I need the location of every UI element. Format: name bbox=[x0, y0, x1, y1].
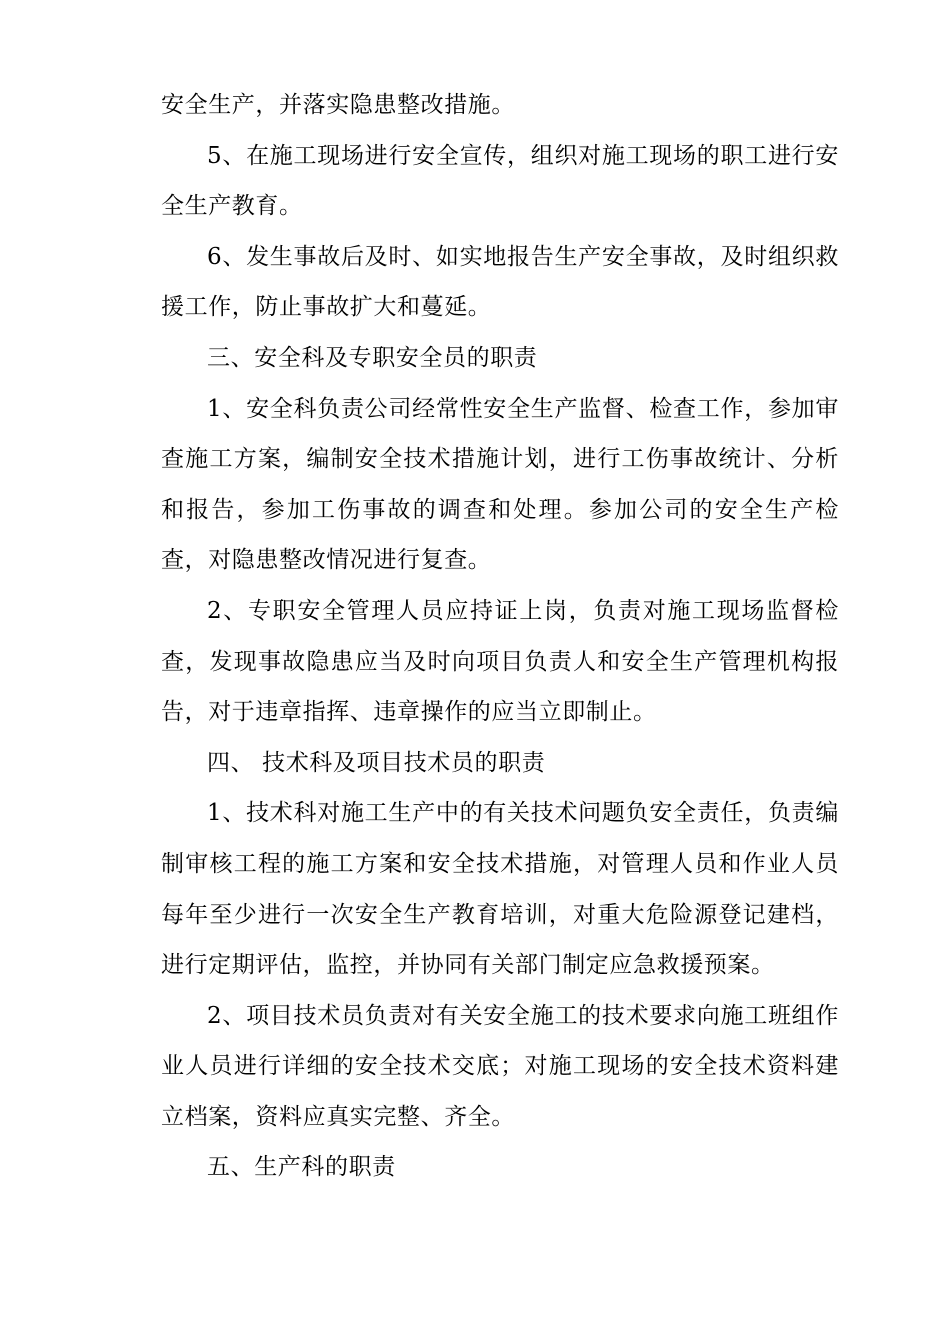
paragraph-item-5: 5、在施工现场进行安全宣传，组织对施工现场的职工进行安全生产教育。 bbox=[161, 142, 839, 220]
paragraph-continuation: 安全生产，并落实隐患整改措施。 bbox=[161, 92, 515, 118]
paragraph-section4-item-1: 1、技术科对施工生产中的有关技术问题负安全责任，负责编制审核工程的施工方案和安全技术措施，对管理人员和作业人员每年至少进行一次安全生产教育培训，对重大危险源登记建档，进行定期评估，监控，并协同有关部门制定应急救援预案。 bbox=[161, 800, 839, 979]
document-body bbox=[161, 80, 839, 1193]
section-heading-3: 三、安全科及专职安全员的职责 bbox=[207, 344, 538, 371]
section-heading-4: 四、 技术科及项目技术员的职责 bbox=[207, 749, 546, 776]
paragraph-section3-item-2: 2、专职安全管理人员应持证上岗，负责对施工现场监督检查，发现事故隐患应当及时向项目负责人和安全生产管理机构报告，对于违章指挥、违章操作的应当立即制止。 bbox=[161, 597, 839, 726]
paragraph-section3-item-1: 1、安全科负责公司经常性安全生产监督、检查工作，参加审查施工方案，编制安全技术措施计划，进行工伤事故统计、分析和报告，参加工伤事故的调查和处理。参加公司的安全生产检查，对隐患整改情况进行复查。 bbox=[161, 395, 839, 574]
paragraph-section4-item-2: 2、项目技术员负责对有关安全施工的技术要求向施工班组作业人员进行详细的安全技术交底；对施工现场的安全技术资料建立档案，资料应真实完整、齐全。 bbox=[161, 1002, 839, 1130]
section-heading-5: 五、生产科的职责 bbox=[207, 1154, 396, 1181]
paragraph-item-6: 6、发生事故后及时、如实地报告生产安全事故，及时组织救援工作，防止事故扩大和蔓延。 bbox=[161, 243, 839, 321]
